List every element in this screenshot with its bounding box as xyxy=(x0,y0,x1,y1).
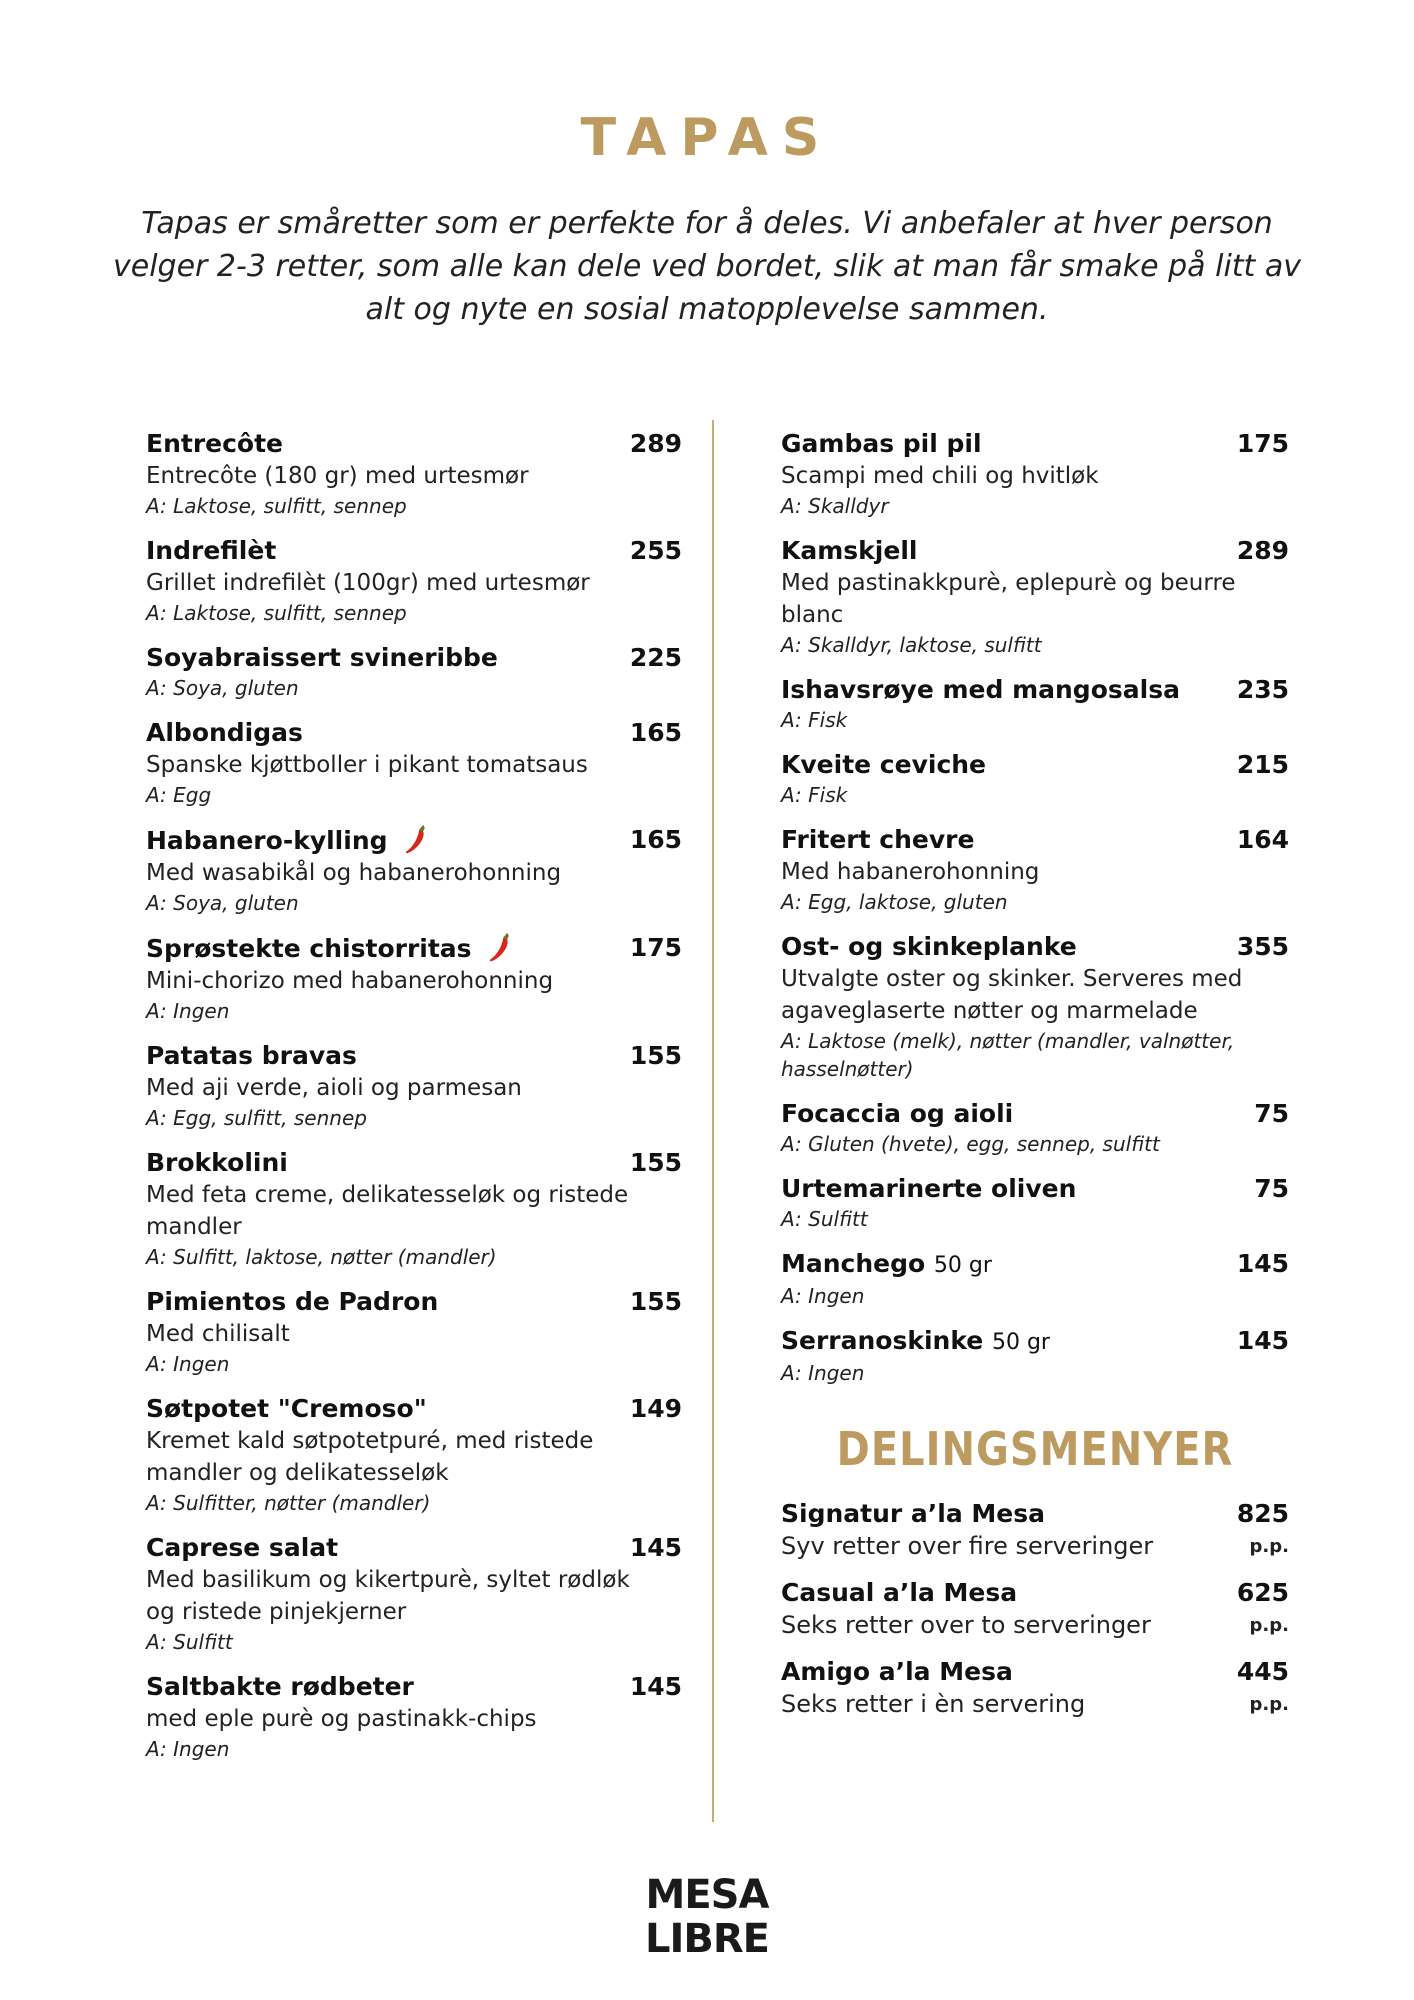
chili-icon xyxy=(488,931,512,963)
item-name: Sprøstekte chistorritas xyxy=(146,934,472,963)
item-name: Ost- og skinkeplanke xyxy=(781,932,1077,961)
item-description: med eple purè og pastinakk-chips xyxy=(146,1706,537,1732)
per-person-label: p.p. xyxy=(1249,1615,1289,1636)
item-price-block xyxy=(1237,1497,1289,1558)
item-allergens: A: Gluten (hvete), egg, sennep, sulfitt xyxy=(781,1132,1160,1156)
item-description: Seks retter over to serveringer xyxy=(781,1611,1151,1639)
item-price: 145 xyxy=(629,1672,682,1701)
item-name-row xyxy=(781,1247,1289,1282)
item-price: 149 xyxy=(629,1394,682,1423)
item-price: 164 xyxy=(1236,825,1289,854)
item-allergens: A: Egg xyxy=(146,783,212,807)
item-description: Grillet indrefilèt (100gr) med urtesmør xyxy=(146,570,590,596)
item-name: Kamskjell xyxy=(781,536,918,565)
item-description: Kremet kald søtpotetpuré, med ristede mandler og delikatesseløk xyxy=(146,1428,594,1486)
item-allergens: A: Egg, laktose, gluten xyxy=(781,890,1008,914)
item-name: Urtemarinerte oliven xyxy=(781,1174,1077,1203)
item-allergens: A: Sulfitt, laktose, nøtter (mandler) xyxy=(146,1245,497,1269)
item-allergens: A: Skalldyr, laktose, sulfitt xyxy=(781,633,1042,657)
menu-item-entrecote xyxy=(146,427,682,520)
item-allergens: A: Sulfitt xyxy=(146,1630,233,1654)
item-price: 175 xyxy=(629,933,682,962)
item-name: Brokkolini xyxy=(146,1148,288,1177)
item-name-row xyxy=(146,931,682,965)
item-name: Pimientos de Padron xyxy=(146,1287,439,1316)
menu-item-manchego xyxy=(781,1247,1289,1310)
item-portion: 50 gr xyxy=(933,1253,992,1278)
per-person-label: p.p. xyxy=(1249,1536,1289,1557)
menu-item-kamskjell xyxy=(781,534,1289,659)
item-allergens: A: Egg, sulfitt, sennep xyxy=(146,1106,367,1130)
item-price: 175 xyxy=(1236,429,1289,458)
item-description: Med aji verde, aioli og parmesan xyxy=(146,1075,522,1101)
menu-item-gambas xyxy=(781,427,1289,520)
item-description: Mini-chorizo med habanerohonning xyxy=(146,968,554,994)
menu-item-sotpotet xyxy=(146,1392,682,1517)
item-price: 825 xyxy=(1236,1499,1289,1528)
item-name: Focaccia og aioli xyxy=(781,1099,1014,1128)
item-allergens: A: Ingen xyxy=(146,1352,230,1376)
item-price: 155 xyxy=(629,1287,682,1316)
item-allergens: A: Ingen xyxy=(781,1361,865,1385)
item-price: 155 xyxy=(629,1041,682,1070)
item-allergens: A: Sulfitter, nøtter (mandler) xyxy=(146,1491,431,1515)
item-name-row xyxy=(146,823,682,857)
item-price: 145 xyxy=(1236,1249,1289,1278)
item-price: 155 xyxy=(629,1148,682,1177)
item-name: Amigo a’la Mesa xyxy=(781,1657,1013,1686)
item-description: Med feta creme, delikatesseløk og ristede mandler xyxy=(146,1182,629,1240)
menu-item-pimientos xyxy=(146,1285,682,1378)
item-portion: 50 gr xyxy=(991,1330,1050,1355)
item-name: Soyabraissert svineribbe xyxy=(146,643,498,672)
item-description: Syv retter over fire serveringer xyxy=(781,1532,1154,1560)
menu-item-serranoskinke xyxy=(781,1324,1289,1387)
item-description: Spanske kjøttboller i pikant tomatsaus xyxy=(146,752,588,778)
item-name: Saltbakte rødbeter xyxy=(146,1672,414,1701)
item-name: Patatas bravas xyxy=(146,1041,357,1070)
item-allergens: A: Laktose, sulfitt, sennep xyxy=(146,494,407,518)
item-price: 145 xyxy=(1236,1326,1289,1355)
item-name: Ishavsrøye med mangosalsa xyxy=(781,675,1180,704)
menu-item-focaccia xyxy=(781,1097,1289,1158)
item-name: Entrecôte xyxy=(146,429,284,458)
item-name: Caprese salat xyxy=(146,1533,339,1562)
item-price: 225 xyxy=(629,643,682,672)
logo-line1: MESA xyxy=(645,1872,769,1918)
item-name: Indrefilèt xyxy=(146,536,277,565)
item-allergens: A: Laktose, sulfitt, sennep xyxy=(146,601,407,625)
item-price: 75 xyxy=(1254,1099,1289,1128)
item-name: Casual a’la Mesa xyxy=(781,1578,1018,1607)
logo-line2: LIBRE xyxy=(645,1916,769,1962)
menu-item-chistorritas xyxy=(146,931,682,1025)
item-price: 255 xyxy=(629,536,682,565)
item-price-block xyxy=(1237,1655,1289,1716)
item-price: 165 xyxy=(629,718,682,747)
item-price: 355 xyxy=(1236,932,1289,961)
item-allergens: A: Ingen xyxy=(146,999,230,1023)
menu-item-indrefilet xyxy=(146,534,682,627)
item-description: Scampi med chili og hvitløk xyxy=(781,463,1099,489)
item-allergens: A: Sulfitt xyxy=(781,1207,868,1231)
menu-item-albondigas xyxy=(146,716,682,809)
item-allergens: A: Skalldyr xyxy=(781,494,889,518)
menu-item-caprese xyxy=(146,1531,682,1656)
intro-text: Tapas er småretter som er perfekte for å deles. Vi anbefaler at hver person velger 2-3 retter, som alle kan dele ved bordet, slik at man får smake på litt av alt og nyte en sosial matopplevelse sammen. xyxy=(113,206,1301,327)
item-price-block xyxy=(1237,1576,1289,1637)
item-price: 289 xyxy=(629,429,682,458)
menu-item-svineribbe xyxy=(146,641,682,702)
menu-item-brokkolini xyxy=(146,1146,682,1271)
chili-icon xyxy=(404,823,428,855)
item-price: 235 xyxy=(1236,675,1289,704)
item-allergens: A: Ingen xyxy=(781,1284,865,1308)
item-name: Søtpotet "Cremoso" xyxy=(146,1394,427,1423)
item-price: 145 xyxy=(629,1533,682,1562)
menu-item-chevre xyxy=(781,823,1289,916)
sharing-menu-casual xyxy=(781,1576,1289,1641)
page-title: TAPAS xyxy=(580,108,834,168)
column-divider xyxy=(712,420,714,1822)
mesa-libre-logo xyxy=(645,1870,769,1962)
menu-item-habanero-kylling xyxy=(146,823,682,917)
item-allergens: A: Laktose (melk), nøtter (mandler, valnøtter, hasselnøtter) xyxy=(781,1029,1235,1081)
item-price: 625 xyxy=(1236,1578,1289,1607)
sharing-menus-heading: DELINGSMENYER xyxy=(836,1423,1234,1477)
item-allergens: A: Fisk xyxy=(781,783,848,807)
sharing-menu-signatur xyxy=(781,1497,1289,1562)
item-name: Serranoskinke xyxy=(781,1326,984,1355)
item-allergens: A: Soya, gluten xyxy=(146,891,299,915)
item-price: 445 xyxy=(1236,1657,1289,1686)
item-description: Med chilisalt xyxy=(146,1321,290,1347)
item-price: 165 xyxy=(629,825,682,854)
item-name: Gambas pil pil xyxy=(781,429,982,458)
item-description: Med habanerohonning xyxy=(781,859,1040,885)
menu-item-rodbeter xyxy=(146,1670,682,1763)
item-allergens: A: Soya, gluten xyxy=(146,676,299,700)
item-description: Med pastinakkpurè, eplepurè og beurre blanc xyxy=(781,570,1236,628)
right-menu-column xyxy=(781,427,1289,1734)
item-price: 289 xyxy=(1236,536,1289,565)
item-price: 215 xyxy=(1236,750,1289,779)
item-name-row xyxy=(781,1324,1289,1359)
item-allergens: A: Fisk xyxy=(781,708,848,732)
item-description: Med basilikum og kikertpurè, syltet rødløk og ristede pinjekjerner xyxy=(146,1567,630,1625)
item-description: Entrecôte (180 gr) med urtesmør xyxy=(146,463,529,489)
per-person-label: p.p. xyxy=(1249,1694,1289,1715)
item-name: Kveite ceviche xyxy=(781,750,987,779)
item-name: Manchego xyxy=(781,1249,926,1278)
sharing-menu-amigo xyxy=(781,1655,1289,1720)
item-name: Albondigas xyxy=(146,718,303,747)
menu-item-kveite xyxy=(781,748,1289,809)
item-name: Habanero-kylling xyxy=(146,826,388,855)
item-name: Signatur a’la Mesa xyxy=(781,1499,1046,1528)
item-name: Fritert chevre xyxy=(781,825,975,854)
menu-item-patatas-bravas xyxy=(146,1039,682,1132)
menu-item-oliven xyxy=(781,1172,1289,1233)
item-price: 75 xyxy=(1254,1174,1289,1203)
menu-item-skinkeplanke xyxy=(781,930,1289,1083)
item-description: Med wasabikål og habanerohonning xyxy=(146,860,562,886)
item-allergens: A: Ingen xyxy=(146,1737,230,1761)
item-description: Seks retter i èn servering xyxy=(781,1690,1086,1718)
item-description: Utvalgte oster og skinker. Serveres med agaveglaserte nøtter og marmelade xyxy=(781,966,1243,1024)
menu-item-ishavsroye xyxy=(781,673,1289,734)
left-menu-column xyxy=(146,427,682,1777)
